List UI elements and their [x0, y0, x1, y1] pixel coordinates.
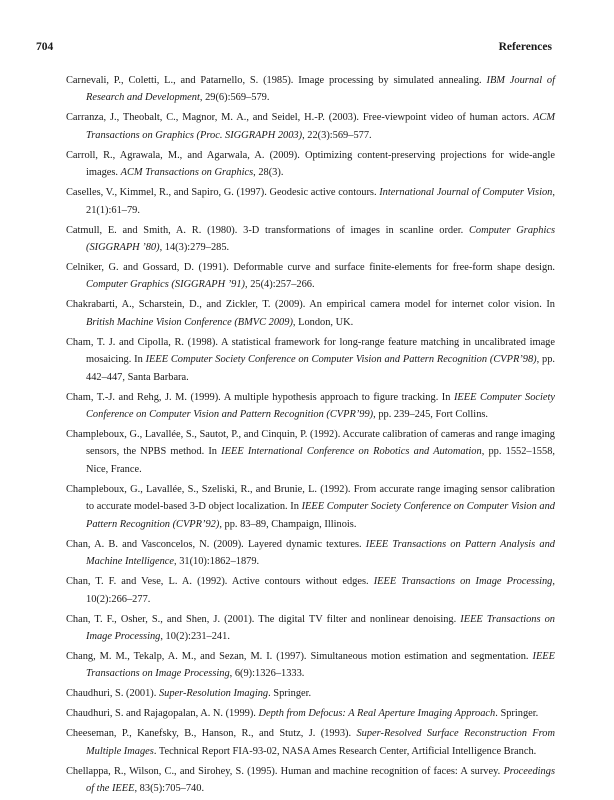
- page-header: [36, 41, 552, 55]
- reference-authors-title: Cham, T. J. and Cipolla, R. (1998). A statistical framework for long-range feature matching in uncalibrated image mosaicing. In: [66, 336, 555, 366]
- reference-venue: Proceedings of the IEEE: [86, 765, 555, 795]
- reference-details: , 10(2):266–277.: [86, 576, 555, 605]
- reference-entry: [66, 109, 555, 144]
- reference-details: , 29(6):569–579.: [199, 92, 270, 104]
- reference-authors-title: Cheeseman, P., Kanefsky, B., Hanson, R., and Stutz, J. (1993).: [66, 728, 357, 740]
- reference-authors-title: Chan, A. B. and Vasconcelos, N. (2009). Layered dynamic textures.: [66, 538, 366, 550]
- reference-details: , 28(3).: [253, 167, 284, 179]
- reference-authors-title: Caselles, V., Kimmel, R., and Sapiro, G. (1997). Geodesic active contours.: [66, 187, 380, 199]
- reference-details: . Springer.: [495, 708, 539, 720]
- reference-entry: [66, 725, 555, 760]
- reference-venue: Computer Graphics (SIGGRAPH ’80): [86, 224, 555, 254]
- reference-authors-title: Chakrabarti, A., Scharstein, D., and Zickler, T. (2009). An empirical camera model for internet color vision. In: [66, 299, 555, 311]
- reference-venue: IEEE Computer Society Conference on Computer Vision and Pattern Recognition (CVPR’99): [86, 391, 556, 421]
- reference-venue: ACM Transactions on Graphics: [120, 167, 254, 179]
- reference-details: , pp. 239–245, Fort Collins.: [373, 409, 489, 421]
- page-number: 704: [36, 41, 54, 53]
- reference-entry: [66, 648, 555, 683]
- reference-venue: ACM Transactions on Graphics (Proc. SIGGRAPH 2003): [86, 112, 555, 141]
- reference-details: , pp. 1552–1558, Nice, France.: [86, 446, 555, 475]
- reference-entry: [66, 259, 555, 294]
- reference-details: , pp. 83–89, Champaign, Illinois.: [219, 518, 357, 530]
- reference-entry: [66, 611, 555, 646]
- reference-details: , 25(4):257–266.: [245, 279, 315, 291]
- reference-details: . Technical Report FIA-93-02, NASA Ames Research Center, Artificial Intelligence Branch.: [153, 745, 537, 757]
- reference-entry: [66, 389, 555, 424]
- reference-venue: IEEE International Conference on Robotics and Automation: [221, 446, 482, 458]
- reference-venue: IEEE Transactions on Image Processing: [373, 576, 553, 588]
- reference-authors-title: Champleboux, G., Lavallée, S., Sautot, P., and Cinquin, P. (1992). Accurate calibration of cameras and range imaging sensors, the NPBS method. In: [66, 429, 555, 458]
- reference-details: . Springer.: [268, 688, 312, 700]
- reference-entry: [66, 426, 555, 478]
- reference-venue: Computer Graphics (SIGGRAPH ’91): [86, 279, 246, 291]
- reference-authors-title: Carranza, J., Theobalt, C., Magnor, M. A., and Seidel, H.-P. (2003). Free-viewpoint video of human actors.: [66, 112, 534, 124]
- reference-authors-title: Champleboux, G., Lavallée, S., Szeliski, R., and Brunie, L. (1992). From accurate range imaging sensor calibration to accurate model-based 3-D object localization. In: [66, 483, 555, 513]
- reference-details: , 83(5):705–740.: [134, 783, 205, 795]
- reference-entry: [66, 763, 555, 798]
- reference-authors-title: Chaudhuri, S. (2001).: [66, 688, 159, 700]
- reference-entry: [66, 536, 555, 571]
- reference-entry: [66, 147, 555, 182]
- reference-venue: IEEE Computer Society Conference on Computer Vision and Pattern Recognition (CVPR’92): [86, 501, 555, 530]
- reference-entry: [66, 705, 555, 722]
- reference-venue: IBM Journal of Research and Development: [86, 75, 555, 104]
- reference-authors-title: Chan, T. F. and Vese, L. A. (1992). Active contours without edges.: [66, 576, 374, 588]
- reference-details: , 10(2):231–241.: [160, 630, 230, 642]
- reference-authors-title: Catmull, E. and Smith, A. R. (1980). 3-D transformations of images in scanline order.: [66, 224, 469, 236]
- reference-entry: [66, 296, 555, 331]
- reference-venue: IEEE Transactions on Image Processing: [86, 613, 555, 642]
- reference-details: , 22(3):569–577.: [302, 129, 372, 141]
- reference-entry: [66, 222, 555, 257]
- reference-venue: Super-Resolved Surface Reconstruction From Multiple Images: [86, 728, 555, 757]
- reference-entry: [66, 685, 555, 702]
- reference-entry: [66, 184, 555, 219]
- reference-authors-title: Chang, M. M., Tekalp, A. M., and Sezan, M. I. (1997). Simultaneous motion estimation and segmentation.: [66, 650, 533, 662]
- reference-details: , London, UK.: [292, 316, 354, 328]
- reference-entry: [66, 72, 555, 107]
- reference-entry: [66, 334, 555, 386]
- reference-venue: British Machine Vision Conference (BMVC 2009): [86, 316, 293, 328]
- reference-authors-title: Chellappa, R., Wilson, C., and Sirohey, S. (1995). Human and machine recognition of faces: A survey.: [66, 765, 504, 777]
- reference-authors-title: Chan, T. F., Osher, S., and Shen, J. (2001). The digital TV filter and nonlinear denoising.: [66, 613, 461, 625]
- reference-venue: IEEE Transactions on Pattern Analysis and Machine Intelligence: [86, 538, 555, 568]
- reference-entry: [66, 573, 555, 608]
- reference-venue: IEEE Transactions on Image Processing: [86, 650, 555, 680]
- reference-details: , 14(3):279–285.: [159, 242, 230, 254]
- reference-authors-title: Chaudhuri, S. and Rajagopalan, A. N. (1999).: [66, 708, 259, 720]
- reference-venue: IEEE Computer Society Conference on Computer Vision and Pattern Recognition (CVPR’98): [145, 354, 537, 366]
- reference-authors-title: Carroll, R., Agrawala, M., and Agarwala, A. (2009). Optimizing content-preserving projections for wide-angle images.: [66, 149, 555, 179]
- reference-venue: International Journal of Computer Vision: [379, 187, 553, 199]
- reference-venue: Depth from Defocus: A Real Aperture Imaging Approach: [258, 708, 496, 720]
- reference-details: , pp. 442–447, Santa Barbara.: [86, 354, 555, 383]
- reference-details: , 6(9):1326–1333.: [229, 668, 305, 680]
- reference-venue: Super-Resolution Imaging: [158, 688, 269, 700]
- reference-entry: [66, 481, 555, 533]
- reference-details: , 21(1):61–79.: [86, 187, 555, 216]
- reference-authors-title: Cham, T.-J. and Rehg, J. M. (1999). A multiple hypothesis approach to figure tracking. In: [66, 391, 454, 403]
- reference-details: , 31(10):1862–1879.: [174, 556, 260, 568]
- section-title: References: [498, 41, 552, 53]
- reference-authors-title: Celniker, G. and Gossard, D. (1991). Deformable curve and surface finite-elements for free-form shape design.: [66, 262, 555, 274]
- reference-authors-title: Carnevali, P., Coletti, L., and Patarnello, S. (1985). Image processing by simulated annealing.: [66, 75, 487, 86]
- reference-list: [66, 72, 555, 800]
